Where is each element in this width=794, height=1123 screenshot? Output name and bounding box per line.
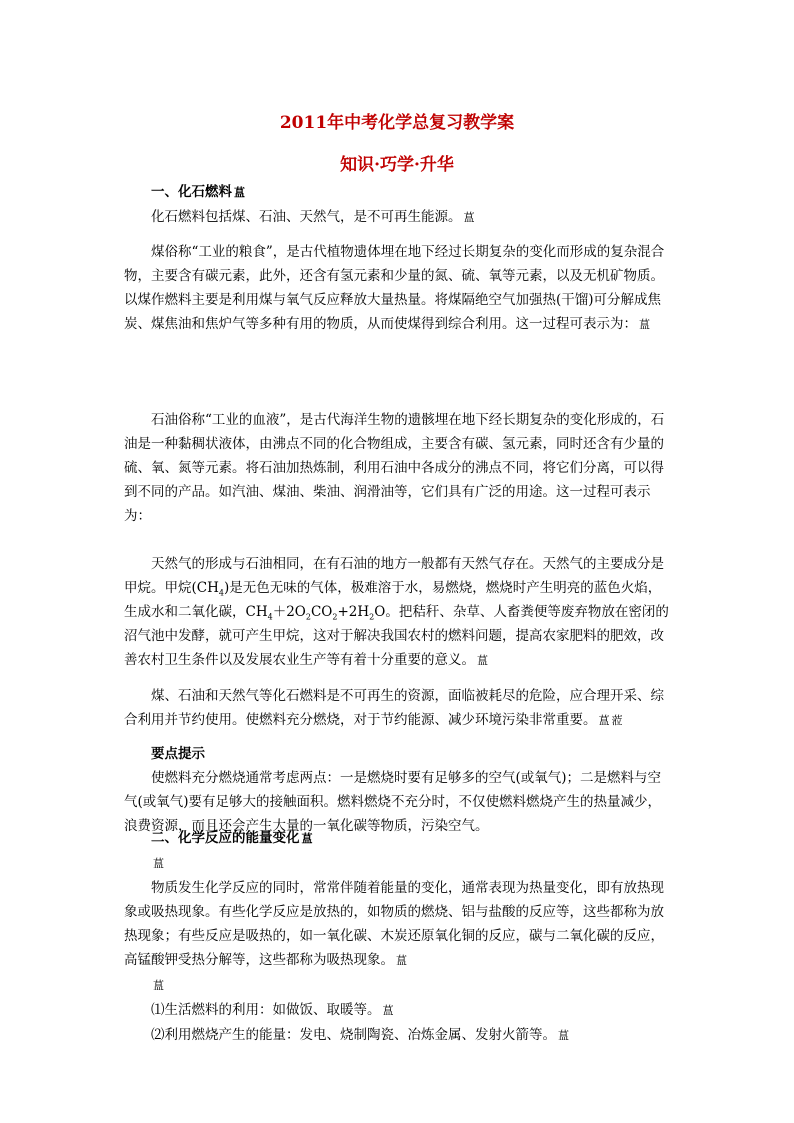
tail-mark: 蒀 <box>382 1004 394 1017</box>
tail-mark: 蒀 <box>639 318 650 331</box>
tail-mark: 蒀 <box>463 211 475 224</box>
tips-section <box>124 742 672 838</box>
paragraph: 化石燃料包括煤、石油、天然气，是不可再生能源。 蒀 <box>151 209 475 225</box>
tail-mark-2: 蒞 <box>611 714 623 727</box>
summary-paragraph: 煤、石油和天然气等化石燃料是不可再生的资源，面临被耗尽的危险，应合理开采、综合利用并节约使用。使燃料充分燃烧，对于节约能源、减少环境污染非常重要。 蒀 蒞 <box>124 688 664 728</box>
document-subtitle: 知识·巧学·升华 <box>340 155 454 175</box>
list-item: ⑵利用燃烧产生的能量：发电、烧制陶瓷、冶炼金属、发射火箭等。 蒀 <box>151 1027 569 1043</box>
tips-heading: 要点提示 <box>151 746 205 762</box>
section-heading: 一、化石燃料 蒀 <box>151 184 245 200</box>
section-heading: 二、化学反应的能量变化 蒀 <box>151 830 313 846</box>
tail-mark: 蒀 <box>477 654 488 667</box>
section-1-head <box>124 180 672 230</box>
tail-line: 蒀 <box>153 979 164 992</box>
list-item: ⑴生活燃料的利用：如做饭、取暖等。 蒀 <box>151 1002 394 1018</box>
coal-paragraph: 煤俗称“工业的粮食”，是古代植物遗体埋在地下经过长期复杂的变化而形成的复杂混合物，主要含有碳元素，此外，还含有氢元素和少量的氮、硫、氧等元素，以及无机矿物质。以煤作燃料主要是利用煤与氧气反应释放大量热量。将煤隔绝空气加强热(干馏)可分解成焦炭、煤焦油和焦炉气等多种有用的物质，从而使煤得到综合利用。这一过程可表示为： 蒀 <box>124 244 665 332</box>
tail-mark: 蒀 <box>301 832 313 845</box>
gas-paragraph: 天然气的形成与石油相同，在有石油的地方一般都有天然气存在。天然气的主要成分是甲烷。甲烷$(CH_4)$是无色无味的气体，极难溶于水，易燃烧，燃烧时产生明亮的蓝色火焰，生成水和二氧化碳，$CH_4+2O_2CO_2+2H_2O$。把秸秆、杂草、人畜粪便等废弃物放在密闭的沼气池中发酵，就可产生甲烷，这对于解决我国农村的燃料问题，提高农家肥料的肥效，改善农村卫生条件以及发展农业生产等有着十分重要的意义。 蒀 <box>124 556 669 668</box>
section-2 <box>124 826 672 1048</box>
document-title: 2011年中考化学总复习教学案 <box>279 113 515 133</box>
tips-text: 使燃料充分燃烧通常考虑两点：一是燃烧时要有足够多的空气(或氧气)；二是燃料与空气(或氧气)要有足够大的接触面积。燃料燃烧不充分时，不仅使燃料燃烧产生的热量减少，浪费资源，而且还会产生大量的一氧化碳等物质，污染空气。 <box>124 770 662 834</box>
tail-mark: 蒀 <box>558 1029 569 1042</box>
oil-paragraph: 石油俗称“工业的血液”，是古代海洋生物的遗骸埋在地下经长期复杂的变化形成的，石油是一种黏稠状液体，由沸点不同的化合物组成，主要含有碳、氢元素，同时还含有少量的硫、氧、氮等元素。将石油加热炼制，利用石油中各成分的沸点不同，将它们分离，可以得到不同的产品。如汽油、煤油、柴油、润滑油等，它们具有广泛的用途。这一过程可表示为： <box>124 412 665 524</box>
tail-line: 蒀 <box>153 857 164 870</box>
tail-mark: 蒀 <box>234 186 245 199</box>
tail-mark: 蒀 <box>396 954 407 967</box>
paragraph: 物质发生化学反应的同时，常常伴随着能量的变化，通常表现为热量变化，即有放热现象或吸热现象。有些化学反应是放热的，如物质的燃烧、铝与盐酸的反应等，这些都称为放热现象；有些反应是吸热的，如一氧化碳、木炭还原氧化铜的反应，碳与二氧化碳的反应，高锰酸钾受热分解等，这些都称为吸热现象。 蒀 <box>124 880 664 968</box>
tail-mark: 蒀 <box>598 714 610 727</box>
